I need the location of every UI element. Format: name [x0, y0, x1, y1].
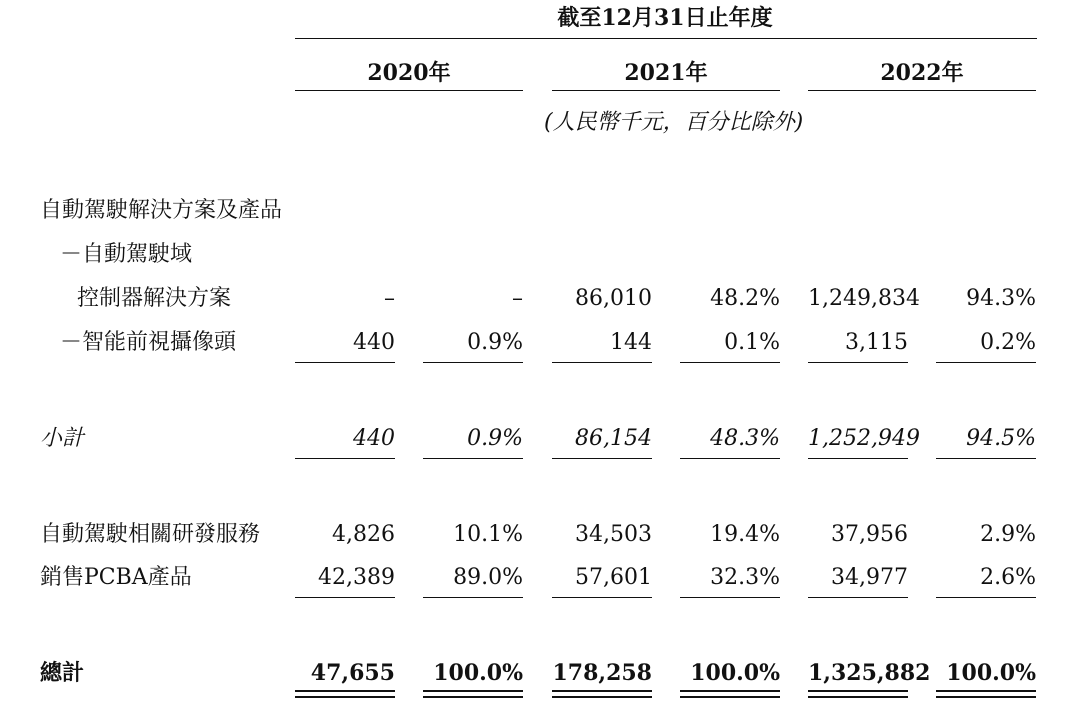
- section-title: 自動駕駛解決方案及產品: [40, 198, 283, 223]
- subtotal-rule-c5: [936, 458, 1036, 459]
- camera-rule-c3: [680, 362, 780, 363]
- subtotal-2020-amount: 440: [353, 426, 395, 451]
- domain-controller-2020-percent: –: [512, 286, 523, 311]
- total-2022-amount: 1,325,882: [808, 660, 931, 686]
- rd-services-2020-percent: 10.1%: [453, 522, 523, 547]
- total-2021-amount: 178,258: [552, 660, 652, 686]
- camera-rule-c1: [423, 362, 523, 363]
- pcba-2020-percent: 89.0%: [453, 565, 523, 590]
- total-2021-percent: 100.0%: [690, 660, 780, 686]
- domain-controller-label-line1: －自動駕駛域: [60, 242, 193, 267]
- subtotal-rule-c3: [680, 458, 780, 459]
- pcba-rule-c3: [680, 597, 780, 598]
- subtotal-2021-percent: 48.3%: [710, 426, 780, 451]
- pcba-rule-c4: [808, 597, 908, 598]
- total-2022-percent: 100.0%: [946, 660, 1036, 686]
- year-2021-underline: [552, 90, 780, 91]
- unit-note: (人民幣千元，百分比除外): [544, 110, 804, 135]
- rd-services-label: 自動駕駛相關研發服務: [40, 522, 261, 547]
- total-double-rule-c5: [936, 690, 1036, 698]
- subtotal-label: 小計: [40, 426, 85, 451]
- rd-services-2022-amount: 37,956: [831, 522, 908, 547]
- pcba-2020-amount: 42,389: [318, 565, 395, 590]
- total-double-rule-c1: [423, 690, 523, 698]
- total-label: 總計: [40, 660, 85, 686]
- subtotal-2022-amount: 1,252,949: [808, 426, 920, 451]
- subtotal-2020-percent: 0.9%: [467, 426, 523, 451]
- subtotal-rule-c4: [808, 458, 908, 459]
- total-2020-percent: 100.0%: [433, 660, 523, 686]
- year-2020-header: 2020年: [367, 60, 451, 86]
- year-2021-header: 2021年: [624, 60, 708, 86]
- total-double-rule-c2: [552, 690, 652, 698]
- total-2020-amount: 47,655: [310, 660, 395, 686]
- domain-controller-label-line2: 控制器解決方案: [77, 286, 232, 311]
- year-2022-header: 2022年: [880, 60, 964, 86]
- camera-2022-amount: 3,115: [845, 330, 908, 355]
- domain-controller-2022-percent: 94.3%: [966, 286, 1036, 311]
- year-2022-underline: [808, 90, 1036, 91]
- camera-rule-c0: [295, 362, 395, 363]
- pcba-label: 銷售PCBA產品: [40, 565, 192, 590]
- total-double-rule-c0: [295, 690, 395, 698]
- subtotal-rule-c0: [295, 458, 395, 459]
- domain-controller-2022-amount: 1,249,834: [808, 286, 920, 311]
- rd-services-2022-percent: 2.9%: [980, 522, 1036, 547]
- subtotal-2022-percent: 94.5%: [966, 426, 1036, 451]
- camera-rule-c2: [552, 362, 652, 363]
- camera-2022-percent: 0.2%: [980, 330, 1036, 355]
- subtotal-rule-c1: [423, 458, 523, 459]
- period-title: 截至12月31日止年度: [557, 5, 773, 31]
- rd-services-2020-amount: 4,826: [332, 522, 395, 547]
- period-underline: [295, 38, 1037, 39]
- camera-2020-amount: 440: [353, 330, 395, 355]
- pcba-2022-amount: 34,977: [831, 565, 908, 590]
- camera-rule-c5: [936, 362, 1036, 363]
- pcba-rule-c2: [552, 597, 652, 598]
- camera-2021-percent: 0.1%: [724, 330, 780, 355]
- pcba-2022-percent: 2.6%: [980, 565, 1036, 590]
- domain-controller-2021-amount: 86,010: [575, 286, 652, 311]
- total-double-rule-c3: [680, 690, 780, 698]
- total-double-rule-c4: [808, 690, 908, 698]
- rd-services-2021-percent: 19.4%: [710, 522, 780, 547]
- camera-rule-c4: [808, 362, 908, 363]
- camera-2021-amount: 144: [610, 330, 652, 355]
- subtotal-2021-amount: 86,154: [575, 426, 652, 451]
- pcba-2021-percent: 32.3%: [710, 565, 780, 590]
- pcba-rule-c1: [423, 597, 523, 598]
- domain-controller-2021-percent: 48.2%: [710, 286, 780, 311]
- camera-label: －智能前視攝像頭: [60, 330, 237, 355]
- domain-controller-2020-amount: –: [384, 286, 395, 311]
- camera-2020-percent: 0.9%: [467, 330, 523, 355]
- year-2020-underline: [295, 90, 523, 91]
- pcba-rule-c5: [936, 597, 1036, 598]
- pcba-rule-c0: [295, 597, 395, 598]
- subtotal-rule-c2: [552, 458, 652, 459]
- pcba-2021-amount: 57,601: [575, 565, 652, 590]
- rd-services-2021-amount: 34,503: [575, 522, 652, 547]
